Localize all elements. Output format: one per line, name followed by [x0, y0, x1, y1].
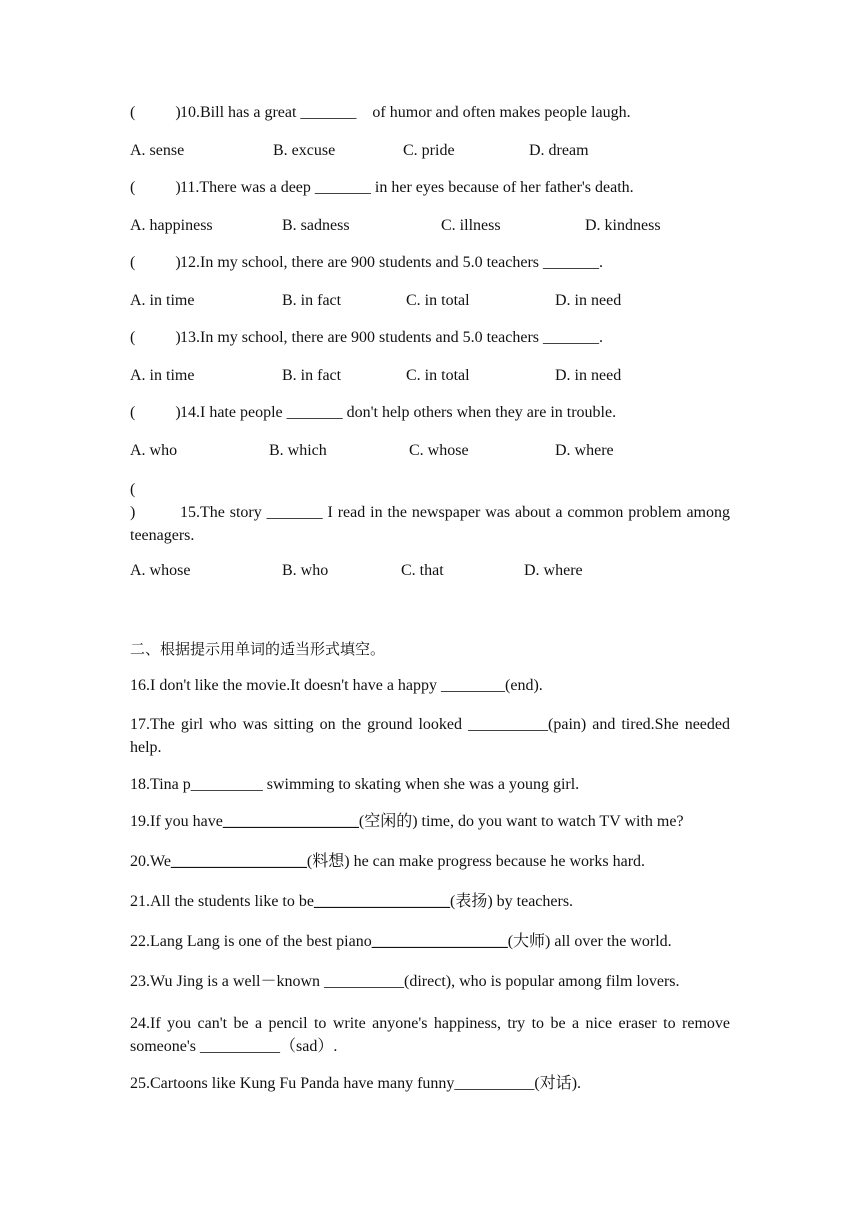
question-14 [130, 403, 730, 423]
option-d: D. dream [529, 141, 589, 159]
question-text: 14.I hate people _______ don't help others when they are in trouble. [180, 404, 617, 421]
question-text: 11.There was a deep _______ in her eyes because of her father's death. [180, 179, 634, 196]
option-c: C. pride [403, 141, 455, 159]
option-c: C. in total [406, 366, 470, 384]
fill-item-24: 24.If you can't be a pencil to write anyone's happiness, try to be a nice eraser to remove someone's __________（sad）. [130, 1014, 730, 1055]
option-b: B. in fact [282, 291, 342, 309]
answer-paren: ( ) [130, 404, 181, 421]
fill-item-25: 25.Cartoons like Kung Fu Panda have many funny__________(对话). [130, 1074, 582, 1092]
question-12 [130, 253, 730, 273]
question-15 [130, 478, 730, 547]
option-b: B. who [282, 562, 329, 579]
section-heading: 二、根据提示用单词的适当形式填空。 [130, 639, 386, 658]
option-a: A. who [130, 441, 178, 459]
options-14 [130, 441, 730, 461]
option-c: C. in total [406, 291, 470, 309]
question-text: 12.In my school, there are 900 students and 5.0 teachers _______. [180, 254, 604, 271]
question-13 [130, 328, 730, 348]
fill-item-16: 16.I don't like the movie.It doesn't have a happy ________(end). [130, 676, 543, 694]
answer-paren: () [130, 481, 136, 521]
option-a: A. in time [130, 366, 195, 384]
answer-blank[interactable]: _________________ [170, 852, 307, 870]
option-d: D. in need [555, 291, 622, 309]
question-text: 10.Bill has a great _______ of humor and often makes people laugh. [180, 104, 631, 121]
question-text: 15.The story _______ I read in the newspaper was about a common problem among teenagers. [130, 504, 730, 544]
option-a: A. happiness [130, 216, 213, 234]
answer-paren: ( ) [130, 254, 181, 271]
option-c: C. whose [409, 441, 469, 459]
fill-item-20: 20.We_________________(料想) he can make progress because he works hard. [130, 852, 646, 870]
options-11 [130, 216, 730, 236]
options-15 [130, 561, 730, 581]
options-12 [130, 291, 730, 311]
answer-blank[interactable]: _________________ [222, 812, 359, 830]
fill-item-19: 19.If you have_________________(空闲的) time, do you want to watch TV with me? [130, 812, 684, 830]
question-text: 13.In my school, there are 900 students and 5.0 teachers _______. [180, 329, 604, 346]
fill-item-17: 17.The girl who was sitting on the ground looked __________(pain) and tired.She needed help. [130, 715, 730, 756]
answer-paren: ( ) [130, 179, 181, 196]
question-11 [130, 178, 730, 198]
option-c: C. that [401, 562, 444, 579]
fill-item-23: 23.Wu Jing is a well－known __________(direct), who is popular among film lovers. [130, 972, 680, 990]
option-b: B. which [269, 441, 327, 459]
option-b: B. in fact [282, 366, 342, 384]
fill-item-18: 18.Tina p_________ swimming to skating when she was a young girl. [130, 775, 580, 793]
option-d: D. where [524, 562, 583, 579]
option-b: B. excuse [273, 141, 336, 159]
options-13 [130, 366, 730, 386]
option-d: D. kindness [585, 216, 661, 234]
answer-blank[interactable]: _________________ [313, 892, 450, 910]
answer-paren: ( ) [130, 329, 181, 346]
answer-blank[interactable]: _________________ [371, 932, 508, 950]
option-c: C. illness [441, 216, 501, 234]
option-a: A. sense [130, 141, 185, 159]
option-d: D. in need [555, 366, 622, 384]
fill-item-21: 21.All the students like to be_________________(表扬) by teachers. [130, 892, 574, 910]
option-a: A. in time [130, 291, 195, 309]
option-b: B. sadness [282, 216, 350, 234]
option-d: D. where [555, 441, 614, 459]
question-10 [130, 103, 730, 123]
fill-item-22: 22.Lang Lang is one of the best piano_________________(大师) all over the world. [130, 932, 672, 950]
section-gap [130, 599, 730, 639]
options-10 [130, 141, 730, 161]
option-a: A. whose [130, 562, 191, 579]
answer-paren: ( ) [130, 104, 181, 121]
worksheet [130, 103, 730, 1111]
